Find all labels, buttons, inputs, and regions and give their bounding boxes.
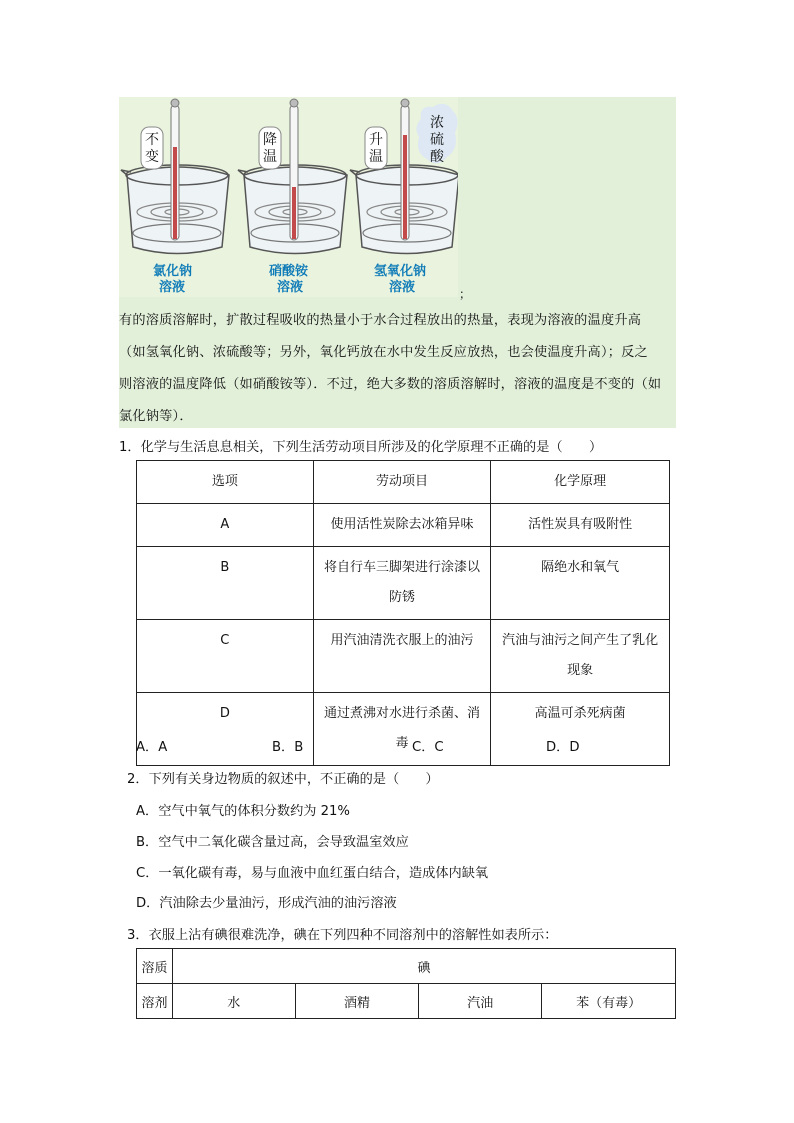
row-principle-line: 现象 — [567, 663, 594, 678]
header-labor-item: 劳动项目 — [313, 461, 491, 504]
beaker2-side-char-1: 降 — [263, 132, 277, 148]
beaker-illustration — [119, 97, 458, 297]
table-header-row — [137, 461, 670, 504]
paragraph-line-3: 则溶液的温度降低（如硝酸铵等）．不过，绝大多数的溶质溶解时，溶液的温度是不变的（如 — [119, 377, 662, 392]
solvent-cell: 水 — [172, 984, 295, 1019]
beaker2-label-line1: 硝酸铵 — [269, 264, 309, 279]
question-1-stem: 1．化学与生活息息相关，下列生活劳动项目所涉及的化学原理不正确的是（ ） — [119, 440, 603, 455]
solvent-cell: 汽油 — [419, 984, 542, 1019]
row-item-line: 毒 — [395, 736, 409, 751]
row-item — [313, 693, 491, 766]
beaker1-side-char-1: 不 — [145, 132, 159, 148]
q2-option-c: C．一氧化碳有毒，易与血液中血红蛋白结合，造成体内缺氧 — [136, 866, 489, 881]
header-chemical-principle: 化学原理 — [491, 461, 670, 504]
q1-choice-d: D．D — [546, 740, 580, 755]
figure-trailing-semicolon: ； — [459, 287, 472, 301]
q2-option-d: D．汽油除去少量油污，形成汽油的油污溶液 — [136, 896, 397, 911]
beaker2-side-char-2: 温 — [263, 149, 277, 165]
bubble-char-1: 浓 — [430, 115, 444, 131]
question-3-table — [136, 948, 676, 1019]
solute-value: 碘 — [172, 949, 675, 984]
paragraph-line-1: 有的溶质溶解时，扩散过程吸收的热量小于水合过程放出的热量，表现为溶液的温度升高 — [119, 313, 642, 328]
paragraph-line-2: （如氢氧化钠、浓硫酸等；另外，氧化钙放在水中发生反应放热，也会使温度升高）；反之 — [119, 345, 648, 360]
bubble-char-3: 酸 — [430, 149, 444, 165]
row-principle: 活性炭具有吸附性 — [491, 504, 670, 547]
beaker1-side-char-2: 变 — [145, 149, 159, 165]
beaker3-side-char-1: 升 — [369, 132, 383, 148]
beaker1-label-line1: 氯化钠 — [153, 264, 193, 279]
row-item-line: 将自行车三脚架进行涂漆以 — [323, 560, 480, 575]
solvent-label: 溶剂 — [137, 984, 173, 1019]
header-option: 选项 — [137, 461, 314, 504]
row-option: A — [137, 504, 314, 547]
row-principle: 隔绝水和氧气 — [491, 547, 670, 620]
question-1-table — [136, 460, 670, 766]
row-option: D — [137, 693, 314, 766]
solvent-cell: 苯（有毒） — [542, 984, 676, 1019]
row-principle: 高温可杀死病菌 — [491, 693, 670, 766]
q1-choice-b: B．B — [272, 740, 304, 755]
table-row — [137, 693, 670, 766]
beaker-sodium-chloride — [121, 99, 229, 295]
row-option: B — [137, 547, 314, 620]
bubble-char-2: 硫 — [430, 132, 444, 148]
beaker1-label-line2: 溶液 — [159, 280, 186, 295]
q2-option-a: A．空气中氧气的体积分数约为 21% — [136, 804, 350, 819]
solute-row — [137, 949, 676, 984]
table-row — [137, 547, 670, 620]
row-item-line: 通过煮沸对水进行杀菌、消 — [323, 706, 480, 721]
beaker-sodium-hydroxide — [350, 99, 458, 295]
question-2-stem: 2．下列有关身边物质的叙述中，不正确的是（ ） — [127, 772, 439, 787]
question-3-stem: 3．衣服上沾有碘很难洗净，碘在下列四种不同溶剂中的溶解性如表所示： — [127, 928, 558, 943]
beaker3-label-line2: 溶液 — [389, 280, 416, 295]
q1-choice-c: C．C — [412, 740, 444, 755]
table-row — [137, 620, 670, 693]
row-item: 用汽油清洗衣服上的油污 — [313, 620, 491, 693]
solvent-row — [137, 984, 676, 1019]
row-item — [313, 547, 491, 620]
row-principle-line: 汽油与油污之间产生了乳化 — [502, 633, 659, 648]
dissolution-temperature-figure — [119, 97, 458, 297]
paragraph-line-4: 氯化钠等）． — [119, 409, 193, 424]
q2-option-b: B．空气中二氧化碳含量过高，会导致温室效应 — [136, 835, 409, 850]
row-item: 使用活性炭除去冰箱异味 — [313, 504, 491, 547]
beaker-ammonium-nitrate — [238, 99, 347, 295]
q1-choice-a: A．A — [136, 740, 168, 755]
table-row — [137, 504, 670, 547]
beaker2-label-line2: 溶液 — [277, 280, 304, 295]
row-option: C — [137, 620, 314, 693]
solvent-cell: 酒精 — [295, 984, 419, 1019]
row-item-line: 防锈 — [388, 590, 415, 605]
beaker3-label-line1: 氢氧化钠 — [374, 264, 427, 279]
solute-label: 溶质 — [137, 949, 173, 984]
row-principle — [491, 620, 670, 693]
knowledge-paragraph — [119, 305, 676, 433]
beaker3-side-char-2: 温 — [369, 149, 383, 165]
